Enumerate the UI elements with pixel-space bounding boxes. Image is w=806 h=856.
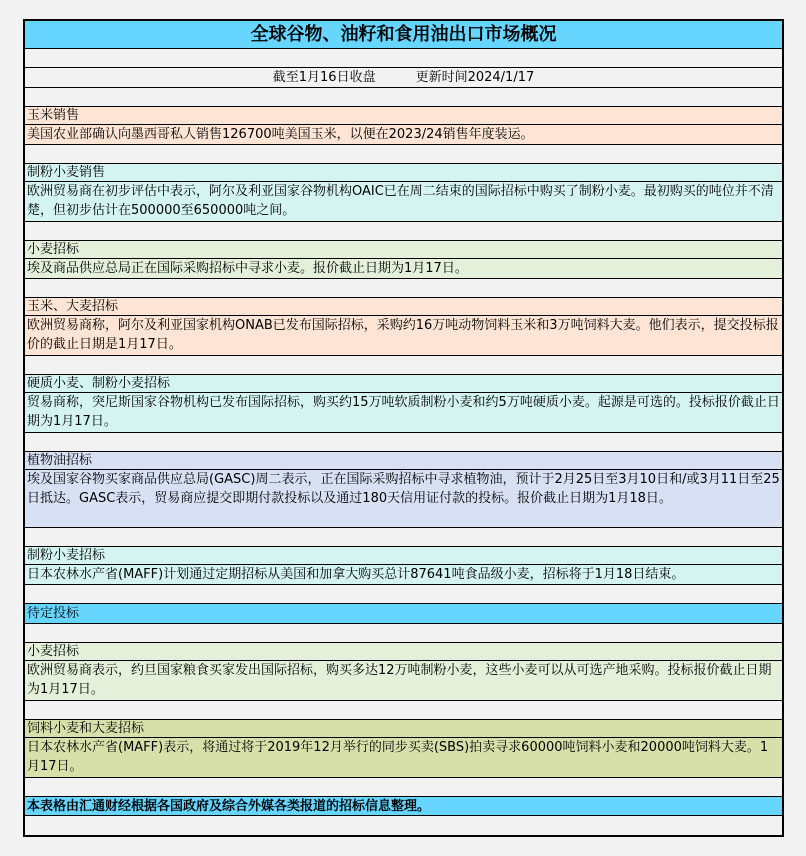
entry-text: 埃及商品供应总局正在国际采购招标中寻求小麦。报价截止日期为1月17日。: [25, 259, 782, 279]
footer-note: 本表格由汇通财经根据各国政府及综合外媒各类报道的招标信息整理。: [25, 797, 782, 816]
market-overview-table: [23, 19, 784, 837]
entry-text: 欧洲贸易商在初步评估中表示，阿尔及利亚国家谷物机构OAIC已在周二结束的国际招标中购买了制粉小麦。最初购买的吨位并不清楚，但初步估计在500000至650000吨之间。: [25, 182, 782, 222]
blank-row: [25, 433, 782, 452]
blank-row: [25, 222, 782, 241]
blank-row: [25, 585, 782, 604]
blank-row: [25, 49, 782, 68]
page-title: 全球谷物、油籽和食用油出口市场概况: [25, 21, 782, 49]
blank-row: [25, 778, 782, 797]
blank-row: [25, 816, 782, 835]
entry-text: 日本农林水产省(MAFF)表示，将通过将于2019年12月举行的同步买卖(SBS)拍卖寻求60000吨饲料小麦和20000吨饲料大麦。1月17日。: [25, 738, 782, 778]
blank-row: [25, 145, 782, 164]
entry-heading: 硬质小麦、制粉小麦招标: [25, 375, 782, 393]
update-time: 更新时间2024/1/17: [415, 70, 535, 85]
blank-row: [25, 279, 782, 298]
entry-text: 欧洲贸易商称，阿尔及利亚国家机构ONAB已发布国际招标，采购约16万吨动物饲料玉米和3万吨饲料大麦。他们表示，提交投标报价的截止日期是1月17日。: [25, 316, 782, 356]
blank-row: [25, 624, 782, 643]
entry-heading: 玉米销售: [25, 107, 782, 125]
entry-heading: 制粉小麦销售: [25, 164, 782, 182]
entry-text: 贸易商称，突尼斯国家谷物机构已发布国际招标，购买约15万吨软质制粉小麦和约5万吨硬质小麦。起源是可选的。投标报价截止日期为1月17日。: [25, 393, 782, 433]
entry-text: 欧洲贸易商表示，约旦国家粮食买家发出国际招标，购买多达12万吨制粉小麦，这些小麦可以从可选产地采购。投标报价截止日期为1月17日。: [25, 661, 782, 701]
entry-heading: 小麦招标: [25, 643, 782, 661]
date-line: [25, 68, 782, 88]
entry-text: 美国农业部确认向墨西哥私人销售126700吨美国玉米，以便在2023/24销售年度装运。: [25, 125, 782, 145]
blank-row: [25, 701, 782, 720]
entry-heading: 制粉小麦招标: [25, 547, 782, 565]
cutoff-date: 截至1月16日收盘: [272, 70, 376, 85]
entry-heading: 饲料小麦和大麦招标: [25, 720, 782, 738]
entry-heading: 植物油招标: [25, 452, 782, 470]
blank-row: [25, 356, 782, 375]
entry-heading: 玉米、大麦招标: [25, 298, 782, 316]
entry-heading: 小麦招标: [25, 241, 782, 259]
blank-row: [25, 528, 782, 547]
pending-section-heading: 待定投标: [25, 604, 782, 624]
entry-text: 日本农林水产省(MAFF)计划通过定期招标从美国和加拿大购买总计87641吨食品级小麦，招标将于1月18日结束。: [25, 565, 782, 585]
blank-row: [25, 88, 782, 107]
entry-text: 埃及国家谷物买家商品供应总局(GASC)周二表示，正在国际采购招标中寻求植物油，预计于2月25日至3月10日和/或3月11日至25日抵达。GASC表示，贸易商应提交即期付款投标以及通过180天信用证付款的投标。报价截止日期为1月18日。: [25, 470, 782, 528]
